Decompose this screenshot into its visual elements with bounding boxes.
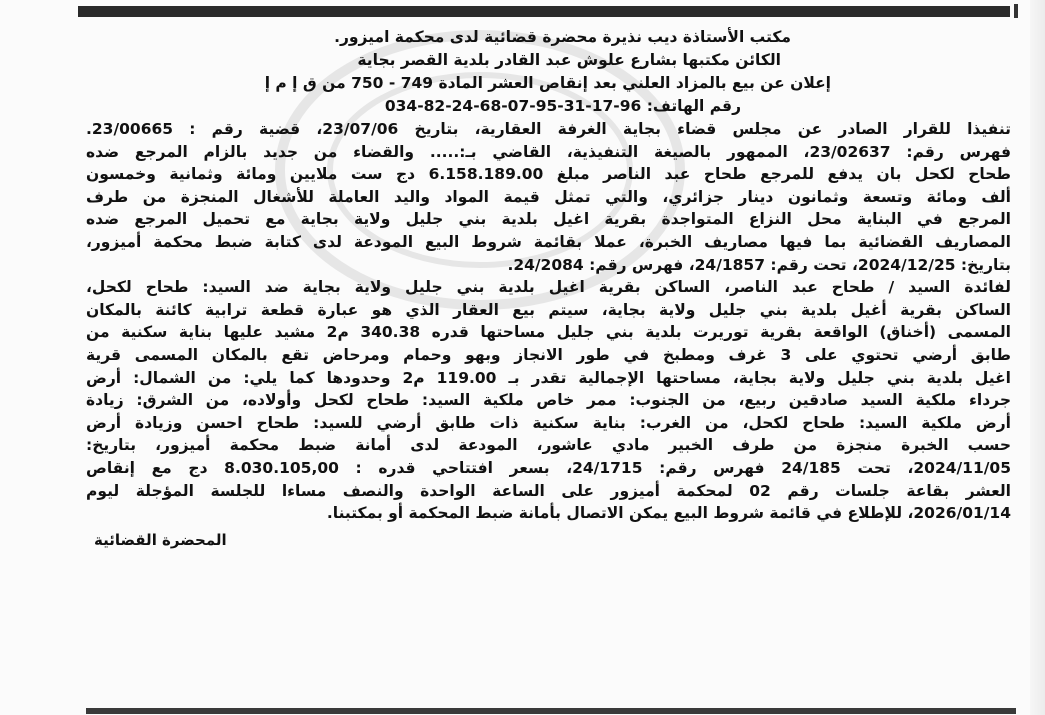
header-address-line: الكائن مكتبها بشارع علوش عبد القادر بلدية القصر بجاية bbox=[357, 51, 781, 69]
body-line: طابق أرضي تحتوي على 3 غرف ومطبخ في طور الانجاز وبهو وحمام ومرحاض تقع بالمكان المسمى قرية bbox=[86, 345, 1011, 364]
bottom-border-bar bbox=[86, 708, 1016, 714]
body-line: 2026/01/14، للإطلاع في قائمة شروط البيع يمكن الاتصال بأمانة ضبط المحكمة أو بمكتبنا. bbox=[326, 504, 1011, 523]
top-border-bar bbox=[78, 6, 1010, 17]
body-line: ألف ومائة وتسعة وثمانون دينار جزائري، والتي تمثل قيمة المواد واليد العاملة للأشغال المنجزة من طرف bbox=[86, 187, 1011, 206]
scan-right-edge bbox=[1030, 0, 1045, 715]
body-line: لفائدة السيد / طحاح عبد الناصر، الساكن بقرية اغيل بلدية بني جليل ولاية بجاية ضد السيد: طحاح لكحل، bbox=[86, 278, 1011, 297]
body-line: المرجع في البناية محل النزاع المتواجدة بقرية اغيل بلدية بني جليل ولاية بجاية مع تحميل المرجع ضده bbox=[86, 210, 1011, 229]
body-line: المسمى (أخناق) الواقعة بقرية توريرت بلدية بني جليل مساحتها قدره 340.38 م2 مشيد عليها بناية سكنية من bbox=[86, 323, 1011, 342]
body-line: فهرس رقم: 23/02637، الممهور بالصيغة التنفيذية، القاضي بـ:..... والقضاء من جديد بالزام المرجع ضده bbox=[86, 142, 1011, 161]
body-line: جرداء ملكية السيد صادقين ربيع، من الجنوب: ممر خاص ملكية السيد: طحاح لكحل وأولاده، من الشرق: زيادة bbox=[86, 391, 1011, 410]
top-border-end-mark bbox=[1014, 4, 1018, 18]
body-line: المصاريف القضائية بما فيها مصاريف الخبرة، عملا بقائمة شروط البيع المودعة لدى كتابة ضبط محكمة أميزور، bbox=[86, 232, 1011, 251]
body-line: بتاريخ: 2024/12/25، تحت رقم: 24/1857، فهرس رقم: 24/2084. bbox=[507, 255, 1011, 274]
body-line: اغيل بلدية بني جليل ولاية بجاية، مساحتها الإجمالية تقدر بـ 119.00 م2 وحدودها كما يلي: من الشمال: أرض bbox=[86, 368, 1011, 387]
header-office-line: مكتب الأستاذة ديب نذيرة محضرة قضائية لدى محكمة اميزور. bbox=[334, 28, 791, 46]
body-line: طحاح لكحل بان يدفع للمرجع طحاح عبد الناصر مبلغ 6.158.189.00 دج ست ملايين ومائة وثمانية وخمسون bbox=[86, 165, 1011, 184]
body-line: 2024/11/05، تحت 24/185 فهرس رقم: 24/1715، بسعر افتتاحي قدره : 8.030.105,00 دج مع إنقاص bbox=[86, 458, 1011, 477]
body-line: أرض ملكية السيد: طحاح لكحل، من الغرب: بناية سكنية ذات طابق أرضي للسيد: طحاح احسن وزيادة أرض bbox=[86, 413, 1011, 432]
body-line: تنفيذا للقرار الصادر عن مجلس قضاء بجاية الغرفة العقارية، بتاريخ 23/07/06، قضية رقم : 23/00665. bbox=[86, 120, 1011, 138]
announcement-text bbox=[86, 26, 1011, 549]
body-paragraph bbox=[86, 118, 1011, 525]
body-line: الساكن بقرية أغيل بلدية بني جليل ولاية بجاية، سيتم بيع العقار الذي هو عبارة قطعة ترابية كائنة بالمكان bbox=[86, 300, 1011, 319]
signature-label: المحضرة القضائية bbox=[94, 530, 227, 549]
body-line: العشر بقاعة جلسات رقم 02 لمحكمة أميزور على الساعة الواحدة والنصف مساءا للجلسة المؤجلة ليوم bbox=[86, 481, 1011, 500]
body-line: حسب الخبرة منجزة من طرف الخبير مادي عاشور، المودعة لدى أمانة ضبط محكمة أميزور، بتاريخ: bbox=[86, 436, 1011, 455]
header-announcement-title: إعلان عن بيع بالمزاد العلني بعد إنقاص العشر المادة 749 - 750 من ق إ م إ bbox=[264, 74, 831, 92]
header-phone-line: رقم الهاتف: 96-17-31-95-07-68-24-82-034 bbox=[384, 97, 741, 115]
